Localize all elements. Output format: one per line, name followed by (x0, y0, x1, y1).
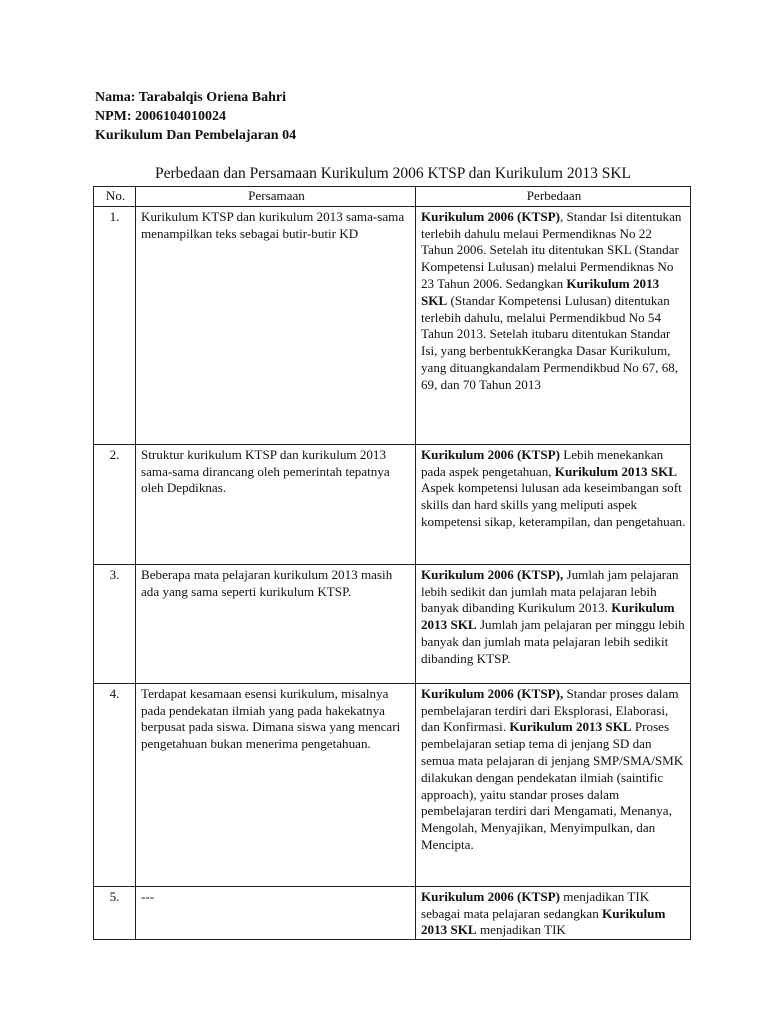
column-header-persamaan: Persamaan (136, 187, 416, 207)
row-number: 2. (94, 444, 136, 564)
bold-term: Kurikulum 2013 SKL (421, 275, 660, 308)
student-name: Nama: Tarabalqis Oriena Bahri (95, 90, 286, 105)
body-text: menjadikan TIK (476, 922, 566, 938)
bold-term: Kurikulum 2006 (KTSP) (421, 446, 560, 462)
body-text: Jumlah jam pelajaran lebih sedikit dan jumlah mata pelajaran lebih banyak dibanding Kurikulum 2013. (421, 566, 679, 616)
document-title: Perbedaan dan Persamaan Kurikulum 2006 KTSP dan Kurikulum 2013 SKL (155, 165, 631, 182)
table-row (94, 886, 691, 939)
persamaan-cell: Terdapat kesamaan esensi kurikulum, misalnya pada pendekatan ilmiah yang pada hakekatnya berpusat pada siswa. Dimana siswa yang mencari pengetahuan bukan menerima pengetahuan. (136, 683, 416, 886)
bold-term: Kurikulum 2006 (KTSP) (421, 208, 560, 224)
persamaan-cell: --- (136, 886, 416, 939)
bold-term: Kurikulum 2006 (KTSP), (421, 566, 564, 582)
student-npm: NPM: 2006104010024 (95, 109, 227, 124)
perbedaan-cell (416, 206, 691, 444)
persamaan-cell: Kurikulum KTSP dan kurikulum 2013 sama-sama menampilkan teks sebagai butir-butir KD (136, 206, 416, 444)
column-header-perbedaan: Perbedaan (416, 187, 691, 207)
comparison-table (93, 186, 691, 940)
perbedaan-cell (416, 886, 691, 939)
body-text: Standar proses dalam pembelajaran terdiri dari Eksplorasi, Elaborasi, dan Konfirmasi. (421, 685, 679, 735)
row-number: 4. (94, 683, 136, 886)
bold-term: Kurikulum 2006 (KTSP), (421, 685, 564, 701)
body-text: Aspek kompetensi lulusan ada keseimbangan soft skills dan hard skills yang meliputi aspek kompetensi sikap, keterampilan, dan pengetahuan. (421, 480, 686, 529)
student-info (95, 88, 296, 145)
body-text: Lebih menekankan pada aspek pengetahuan, (421, 446, 664, 479)
row-number: 5. (94, 886, 136, 939)
table-header-row (94, 187, 691, 207)
body-text: Proses pembelajaran setiap tema di jenjang SD dan semua mata pelajaran di jenjang SMP/SMA/SMK dilakukan dengan pendekatan ilmiah (saintific approach), yaitu standar proses dalam pembelajaran terdiri dari Mengamati, Menanya, Mengolah, Menyajikan, Menyimpulkan, dan Mencipta. (421, 719, 684, 852)
bold-term: Kurikulum 2013 SKL (509, 719, 632, 735)
persamaan-cell: Struktur kurikulum KTSP dan kurikulum 2013 sama-sama dirancang oleh pemerintah tepatnya oleh Depdiknas. (136, 444, 416, 564)
body-text: (Standar Kompetensi Lulusan) ditentukan terlebih dahulu, melalui Permendikbud No 54 Tahun 2013. Setelah itubaru ditentukan Standar Isi, yang berbentukKerangka Dasar Kurikulum, yang dituangkandalam Permendikbud No 67, 68, 69, dan 70 Tahun 2013 (421, 292, 679, 392)
column-header-no: No. (94, 187, 136, 207)
body-text: , Standar Isi ditentukan terlebih dahulu melaui Permendiknas No 22 Tahun 2006. Setelah itu ditentukan SKL (Standar Kompetensi Lulusan) melalui Permendiknas No 23 Tahun 2006. Sedangkan (421, 208, 682, 291)
bold-term: Kurikulum 2013 SKL (421, 905, 666, 938)
table-row (94, 206, 691, 444)
perbedaan-cell (416, 564, 691, 683)
table-row (94, 444, 691, 564)
bold-term: Kurikulum 2013 SKL (421, 600, 675, 633)
bold-term: Kurikulum 2013 SKL (554, 463, 678, 479)
persamaan-cell: Beberapa mata pelajaran kurikulum 2013 masih ada yang sama seperti kurikulum KTSP. (136, 564, 416, 683)
table-row (94, 683, 691, 886)
row-number: 1. (94, 206, 136, 444)
perbedaan-cell (416, 444, 691, 564)
body-text: Jumlah jam pelajaran per minggu lebih banyak dan jumlah mata pelajaran lebih sedikit dibanding KTSP. (421, 617, 685, 666)
bold-term: Kurikulum 2006 (KTSP) (421, 888, 560, 904)
perbedaan-cell (416, 683, 691, 886)
course-name: Kurikulum Dan Pembelajaran 04 (95, 128, 297, 143)
row-number: 3. (94, 564, 136, 683)
body-text: menjadikan TIK sebagai mata pelajaran sedangkan (421, 888, 650, 921)
table-row (94, 564, 691, 683)
